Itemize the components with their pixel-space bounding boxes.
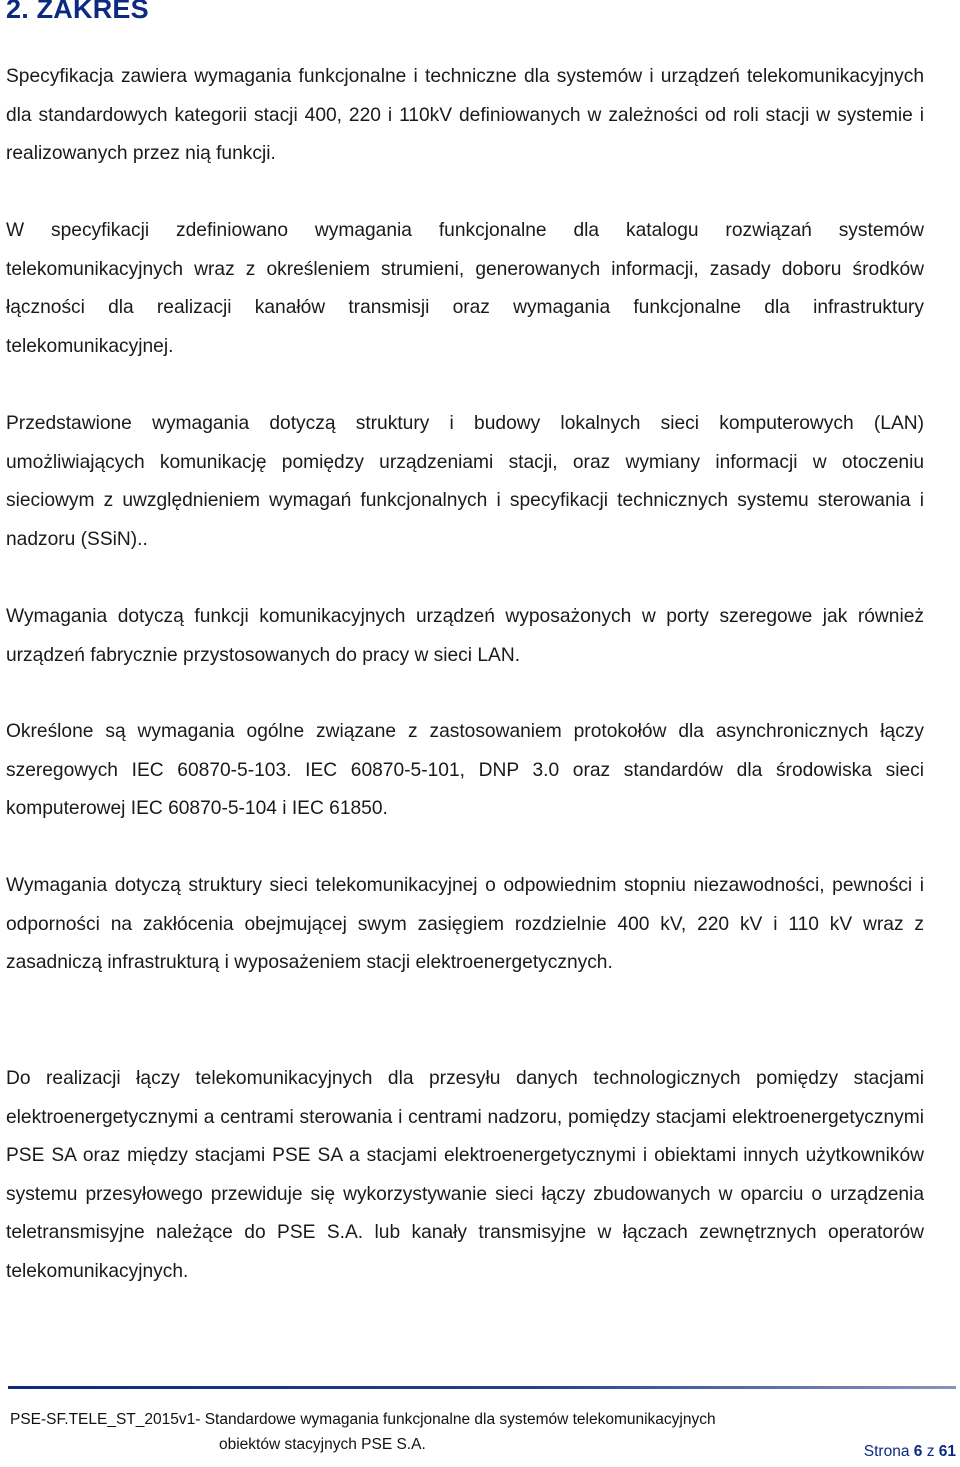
page-current: 6	[913, 1443, 923, 1460]
footer-divider	[8, 1386, 956, 1389]
page-label: Strona	[863, 1443, 910, 1460]
paragraph-transmission-links: Do realizacji łączy telekomunikacyjnych dla przesyłu danych technologicznych pomiędzy stacjami elektroenergetycznymi a centrami sterowania i centrami nadzoru, pomiędzy stacjami elektroenergetycznymi PSE SA oraz między stacjami PSE SA a stacjami elektroenergetycznymi i obiektami innych użytkowników systemu przesyłowego przewiduje się wykorzystywanie sieci łączy zbudowanych w oparciu o urządzenia teletransmisyjne należące do PSE S.A. lub kanały transmisyjne w łączach zewnętrznych operatorów telekomunikacyjnych.	[6, 1068, 924, 1282]
paragraph-protocols: Określone są wymagania ogólne związane z zastosowaniem protokołów dla asynchronicznych łączy szeregowych IEC 60870-5-103. IEC 60870-5-101, DNP 3.0 oraz standardów dla środowiska sieci komputerowej IEC 60870-5-104 i IEC 61850.	[6, 721, 924, 820]
page-total: 61	[938, 1443, 956, 1460]
page-of: z	[926, 1443, 935, 1460]
paragraph-serial-ports: Wymagania dotyczą funkcji komunikacyjnych urządzeń wyposażonych w porty szeregowe jak również urządzeń fabrycznie przystosowanych do pracy w sieci LAN.	[6, 606, 924, 666]
footer-page-number	[864, 1443, 956, 1461]
footer-document-title: PSE-SF.TELE_ST_2015v1- Standardowe wymagania funkcjonalne dla systemów telekomunikacyjnych	[10, 1411, 716, 1428]
section-heading: 2. ZAKRES	[6, 0, 149, 24]
paragraph-functional-requirements: W specyfikacji zdefiniowano wymagania funkcjonalne dla katalogu rozwiązań systemów telekomunikacyjnych wraz z określeniem strumieni, generowanych informacji, zasady doboru środków łączności dla realizacji kanałów transmisji oraz wymagania funkcjonalne dla infrastruktury telekomunikacyjnej.	[6, 220, 924, 357]
footer-document-subtitle: obiektów stacyjnych PSE S.A.	[219, 1436, 426, 1453]
paragraph-lan-requirements: Przedstawione wymagania dotyczą struktury i budowy lokalnych sieci komputerowych (LAN) umożliwiających komunikację pomiędzy urządzeniami stacji, oraz wymiany informacji w otoczeniu sieciowym z uwzględnieniem wymagań funkcjonalnych i specyfikacji technicznych systemu sterowania i nadzoru (SSiN)..	[6, 413, 924, 550]
paragraph-network-reliability: Wymagania dotyczą struktury sieci telekomunikacyjnej o odpowiednim stopniu niezawodności, pewności i odporności na zakłócenia obejmującej swym zasięgiem rozdzielnie 400 kV, 220 kV i 110 kV wraz z zasadniczą infrastrukturą i wyposażeniem stacji elektroenergetycznych.	[6, 875, 924, 974]
paragraph-scope-intro: Specyfikacja zawiera wymagania funkcjonalne i techniczne dla systemów i urządzeń telekomunikacyjnych dla standardowych kategorii stacji 400, 220 i 110kV definiowanych w zależności od roli stacji w systemie i realizowanych przez nią funkcji.	[6, 66, 924, 165]
